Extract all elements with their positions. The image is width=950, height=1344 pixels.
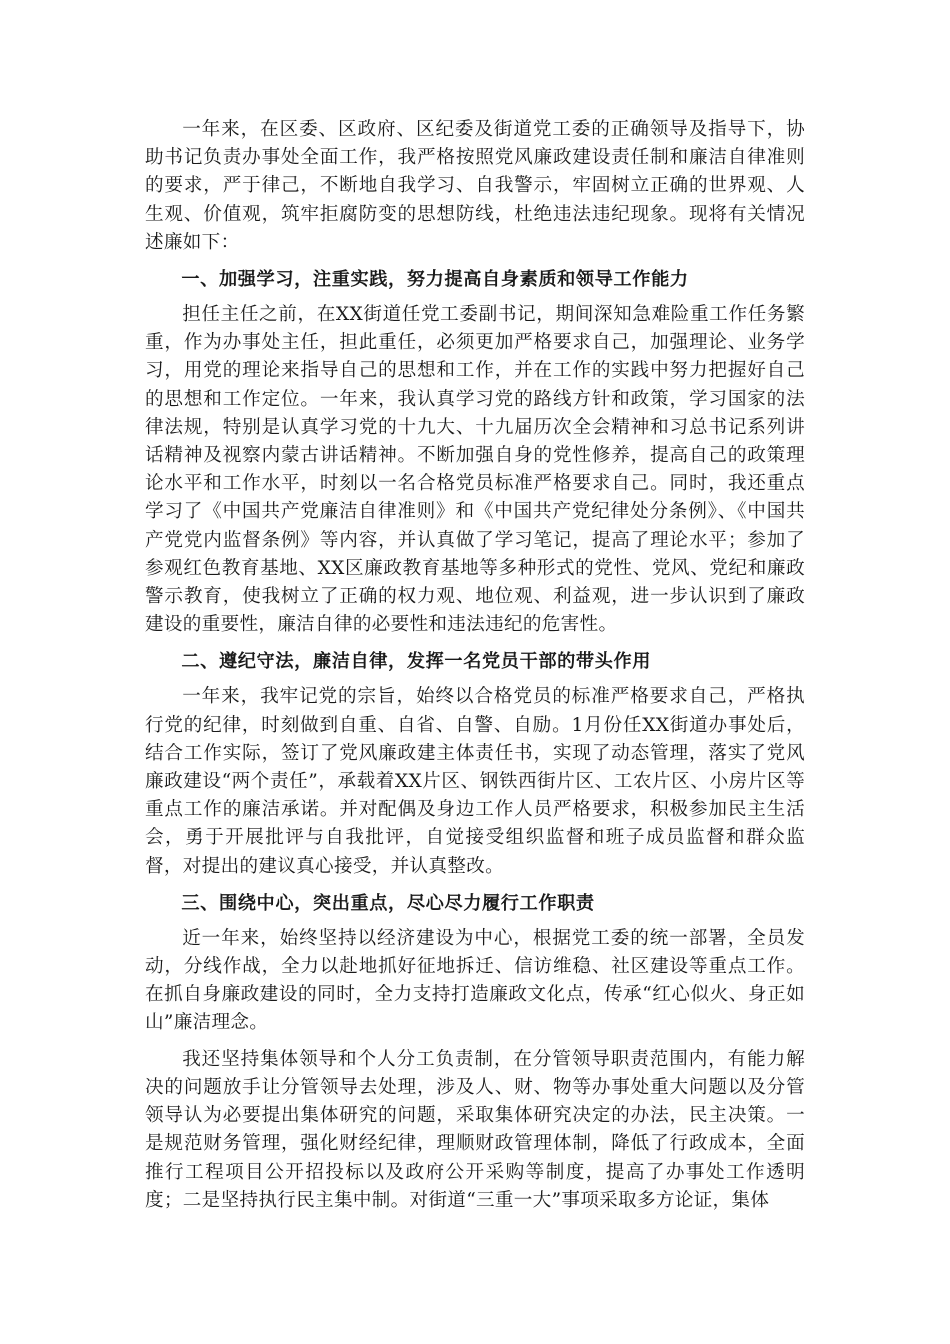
section-2-paragraph-1: 一年来，我牢记党的宗旨，始终以合格党员的标准严格要求自己，严格执行党的纪律，时刻做到自重、自省、自警、自励。1月份任XX街道办事处后，结合工作实际，签订了党风廉政建主体责任书，实现了动态管理，落实了党风廉政建设“两个责任”，承载着XX片区、钢铁西街片区、工农片区、小房片区等重点工作的廉洁承诺。并对配偶及身边工作人员严格要求，积极参加民主生活会，勇于开展批评与自我批评，自觉接受组织监督和班子成员监督和群众监督，对提出的建议真心接受，并认真整改。 bbox=[145, 686, 805, 877]
section-3-paragraph-1: 近一年来，始终坚持以经济建设为中心，根据党工委的统一部署，全员发动，分线作战，全力以赴地抓好征地拆迁、信访维稳、社区建设等重点工作。在抓自身廉政建设的同时，全力支持打造廉政文化点，传承“红心似火、身正如山”廉洁理念。 bbox=[145, 927, 805, 1034]
section-2-heading: 二、遵纪守法，廉洁自律，发挥一名党员干部的带头作用 bbox=[181, 651, 652, 673]
section-3-heading: 三、围绕中心，突出重点，尽心尽力履行工作职责 bbox=[181, 892, 595, 914]
paragraph-gap bbox=[145, 1038, 805, 1046]
section-3-paragraph-2: 我还坚持集体领导和个人分工负责制，在分管领导职责范围内，有能力解决的问题放手让分管领导去处理，涉及人、财、物等办事处重大问题以及分管领导认为必要提出集体研究的问题，采取集体研究决定的办法，民主决策。一是规范财务管理，强化财经纪律，理顺财政管理体制，降低了行政成本，全面推行工程项目公开招投标以及政府公开采购等制度，提高了办事处工作透明度；二是坚持执行民主集中制。对街道“三重一大”事项采取多方论证，集体 bbox=[145, 1048, 805, 1211]
document-page bbox=[145, 116, 805, 1215]
intro-paragraph: 一年来，在区委、区政府、区纪委及街道党工委的正确领导及指导下，协助书记负责办事处全面工作，我严格按照党风廉政建设责任制和廉洁自律准则的要求，严于律己，不断地自我学习、自我警示，牢固树立正确的世界观、人生观、价值观，筑牢拒腐防变的思想防线，杜绝违法违纪现象。现将有关情况述廉如下： bbox=[145, 119, 805, 253]
section-1-paragraph-1: 担任主任之前，在XX街道任党工委副书记，期间深知急难险重工作任务繁重，作为办事处主任，担此重任，必须更加严格要求自己，加强理论、业务学习，用党的理论来指导自己的思想和工作，并在工作的实践中努力把握好自己的思想和工作定位。一年来，我认真学习党的路线方针和政策，学习国家的法律法规，特别是认真学习党的十九大、十九届历次全会精神和习总书记系列讲话精神及视察内蒙古讲话精神。不断加强自身的党性修养，提高自己的政策理论水平和工作水平，时刻以一名合格党员标准严格要求自己。同时，我还重点学习了《中国共产党廉洁自律准则》和《中国共产党纪律处分条例》、《中国共产党党内监督条例》等内容，并认真做了学习笔记，提高了理论水平；参加了参观红色教育基地、XX区廉政教育基地等多种形式的党性、党风、党纪和廉政警示教育，使我树立了正确的权力观、地位观、利益观，进一步认识到了廉政建设的重要性，廉洁自律的必要性和违法违纪的危害性。 bbox=[145, 304, 805, 636]
section-1-heading: 一、加强学习，注重实践，努力提高自身素质和领导工作能力 bbox=[181, 269, 689, 291]
